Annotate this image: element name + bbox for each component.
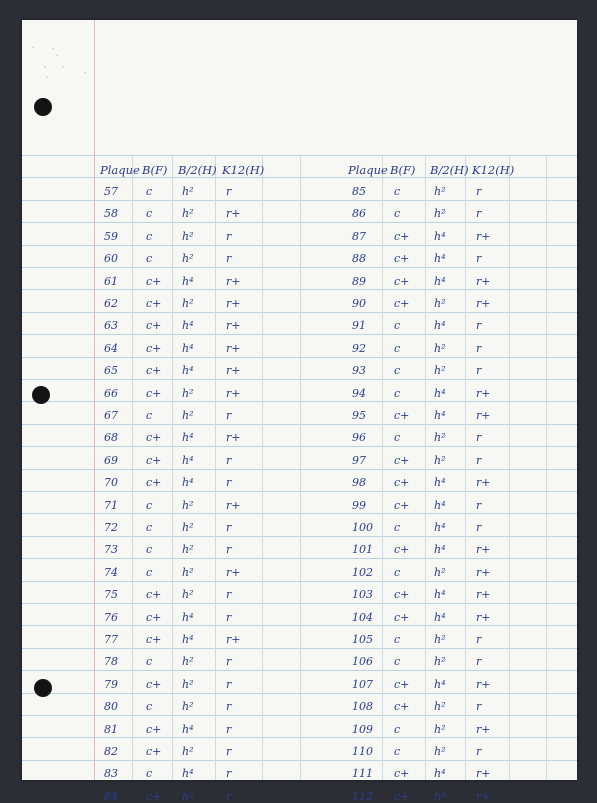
table-cell: c+ — [146, 588, 162, 601]
table-cell: r+ — [226, 207, 241, 220]
column-divider — [172, 155, 173, 780]
table-cell: r+ — [476, 476, 491, 489]
table-cell: r+ — [226, 364, 241, 377]
table-cell: 61 — [104, 275, 118, 288]
table-cell: h⁴ — [434, 476, 446, 489]
dust-speck — [44, 66, 46, 68]
table-cell: r — [226, 521, 232, 534]
table-cell: r+ — [476, 543, 491, 556]
column-header: B(F) — [390, 163, 416, 177]
table-cell: r — [226, 454, 232, 467]
table-cell: 87 — [352, 230, 366, 243]
table-cell: c+ — [394, 790, 410, 803]
dust-speck — [62, 66, 64, 68]
table-cell: c+ — [394, 588, 410, 601]
table-cell: h⁴ — [434, 767, 446, 780]
table-cell: r — [226, 588, 232, 601]
dust-speck — [46, 76, 48, 78]
table-cell: c+ — [394, 297, 410, 310]
table-cell: 71 — [104, 499, 118, 512]
table-cell: h⁴ — [182, 454, 194, 467]
table-cell: c+ — [146, 723, 162, 736]
column-header: K12(H) — [472, 163, 515, 177]
table-cell: h⁴ — [182, 611, 194, 624]
table-cell: h⁴ — [434, 275, 446, 288]
dust-speck — [84, 72, 86, 74]
table-cell: 64 — [104, 342, 118, 355]
table-cell: c+ — [146, 745, 162, 758]
table-cell: c+ — [146, 678, 162, 691]
table-cell: r+ — [476, 588, 491, 601]
table-cell: r — [226, 790, 232, 803]
table-cell: h² — [434, 566, 446, 579]
table-cell: h⁴ — [182, 319, 194, 332]
table-cell: r — [476, 431, 482, 444]
table-cell: c — [394, 521, 401, 534]
table-cell: h² — [182, 207, 194, 220]
table-cell: c+ — [394, 611, 410, 624]
table-cell: h² — [434, 655, 446, 668]
table-cell: h⁴ — [182, 723, 194, 736]
dust-speck — [32, 46, 34, 48]
table-cell: h⁴ — [434, 678, 446, 691]
table-cell: 105 — [352, 633, 373, 646]
table-cell: c — [394, 745, 401, 758]
table-cell: h⁴ — [434, 499, 446, 512]
table-cell: 70 — [104, 476, 118, 489]
table-cell: r — [476, 207, 482, 220]
table-cell: 79 — [104, 678, 118, 691]
table-cell: h² — [182, 499, 194, 512]
table-cell: r — [476, 252, 482, 265]
table-cell: c+ — [394, 499, 410, 512]
table-cell: 111 — [352, 767, 373, 780]
column-header: K12(H) — [222, 163, 265, 177]
table-cell: r+ — [226, 633, 241, 646]
table-cell: h⁴ — [434, 588, 446, 601]
table-cell: c — [146, 409, 153, 422]
table-cell: r+ — [226, 387, 241, 400]
table-cell: h² — [182, 252, 194, 265]
table-cell: c+ — [394, 230, 410, 243]
table-cell: h² — [434, 700, 446, 713]
table-cell: c — [146, 566, 153, 579]
table-cell: 57 — [104, 185, 118, 198]
binder-hole — [32, 386, 50, 404]
column-divider — [425, 155, 426, 780]
table-cell: r+ — [476, 275, 491, 288]
table-cell: c — [394, 207, 401, 220]
table-cell: c+ — [146, 611, 162, 624]
table-cell: r+ — [226, 342, 241, 355]
table-cell: 102 — [352, 566, 373, 579]
table-cell: r+ — [476, 387, 491, 400]
table-cell: h² — [434, 431, 446, 444]
table-cell: 96 — [352, 431, 366, 444]
table-cell: c+ — [146, 297, 162, 310]
table-cell: 94 — [352, 387, 366, 400]
table-cell: 89 — [352, 275, 366, 288]
table-cell: h⁴ — [434, 387, 446, 400]
table-cell: 59 — [104, 230, 118, 243]
table-cell: r — [476, 521, 482, 534]
table-cell: c+ — [394, 700, 410, 713]
table-cell: r — [226, 252, 232, 265]
table-cell: r — [476, 185, 482, 198]
table-cell: h⁴ — [434, 543, 446, 556]
table-cell: c — [394, 364, 401, 377]
table-cell: 85 — [352, 185, 366, 198]
table-cell: r — [226, 476, 232, 489]
table-cell: h² — [434, 207, 446, 220]
table-cell: r — [226, 745, 232, 758]
table-cell: r — [226, 767, 232, 780]
table-cell: h⁴ — [182, 476, 194, 489]
margin-line — [94, 20, 95, 780]
table-cell: r+ — [226, 566, 241, 579]
table-cell: 88 — [352, 252, 366, 265]
table-cell: r+ — [226, 275, 241, 288]
table-cell: h⁴ — [182, 275, 194, 288]
table-cell: 63 — [104, 319, 118, 332]
table-cell: c — [394, 655, 401, 668]
table-cell: 78 — [104, 655, 118, 668]
table-cell: r — [226, 678, 232, 691]
table-cell: 84 — [104, 790, 118, 803]
table-cell: 109 — [352, 723, 373, 736]
table-cell: c+ — [146, 342, 162, 355]
table-cell: r+ — [476, 611, 491, 624]
table-cell: h² — [182, 543, 194, 556]
table-cell: c — [394, 431, 401, 444]
table-cell: c — [146, 230, 153, 243]
column-header: Plaque — [348, 163, 388, 177]
table-cell: h⁴ — [182, 342, 194, 355]
table-cell: 112 — [352, 790, 373, 803]
table-cell: c+ — [146, 275, 162, 288]
table-cell: r — [226, 409, 232, 422]
table-cell: c+ — [394, 275, 410, 288]
column-divider — [509, 155, 510, 780]
table-cell: 98 — [352, 476, 366, 489]
table-cell: 101 — [352, 543, 373, 556]
table-cell: h⁴ — [182, 633, 194, 646]
column-divider — [465, 155, 466, 780]
table-cell: 83 — [104, 767, 118, 780]
table-cell: c+ — [394, 454, 410, 467]
column-divider — [132, 155, 133, 780]
table-cell: 66 — [104, 387, 118, 400]
column-header: B/2(H) — [178, 163, 217, 177]
table-cell: r — [226, 230, 232, 243]
table-cell: c+ — [146, 454, 162, 467]
table-cell: 60 — [104, 252, 118, 265]
table-cell: h⁴ — [434, 790, 446, 803]
table-cell: 80 — [104, 700, 118, 713]
table-cell: h⁴ — [434, 611, 446, 624]
table-cell: c+ — [394, 252, 410, 265]
table-cell: r+ — [476, 566, 491, 579]
table-cell: 75 — [104, 588, 118, 601]
table-cell: c — [146, 767, 153, 780]
table-cell: r+ — [476, 723, 491, 736]
table-cell: r+ — [226, 297, 241, 310]
table-cell: h⁴ — [434, 521, 446, 534]
table-cell: h² — [182, 387, 194, 400]
table-cell: 108 — [352, 700, 373, 713]
table-cell: c+ — [146, 387, 162, 400]
table-cell: r — [476, 454, 482, 467]
table-cell: h⁴ — [434, 409, 446, 422]
table-cell: 110 — [352, 745, 373, 758]
table-cell: h² — [182, 521, 194, 534]
table-cell: 72 — [104, 521, 118, 534]
table-cell: r — [476, 342, 482, 355]
column-divider — [382, 155, 383, 780]
table-cell: c+ — [146, 431, 162, 444]
table-cell: 69 — [104, 454, 118, 467]
table-cell: 76 — [104, 611, 118, 624]
table-cell: h² — [434, 185, 446, 198]
table-cell: r+ — [476, 790, 491, 803]
table-cell: c+ — [146, 364, 162, 377]
table-cell: h² — [434, 454, 446, 467]
binder-hole — [34, 98, 52, 116]
column-divider — [300, 155, 301, 780]
table-cell: r+ — [226, 499, 241, 512]
table-cell: 91 — [352, 319, 366, 332]
table-cell: r+ — [476, 767, 491, 780]
table-cell: 104 — [352, 611, 373, 624]
table-cell: h⁴ — [434, 230, 446, 243]
table-cell: r — [226, 185, 232, 198]
table-cell: h² — [182, 745, 194, 758]
table-cell: h² — [182, 185, 194, 198]
table-cell: 92 — [352, 342, 366, 355]
table-cell: r — [226, 611, 232, 624]
table-cell: c — [146, 543, 153, 556]
column-divider — [215, 155, 216, 780]
table-cell: h⁴ — [182, 767, 194, 780]
table-cell: r+ — [226, 431, 241, 444]
table-cell: 100 — [352, 521, 373, 534]
table-cell: h² — [182, 655, 194, 668]
table-cell: 67 — [104, 409, 118, 422]
table-cell: h⁴ — [434, 319, 446, 332]
table-cell: 58 — [104, 207, 118, 220]
column-header: B(F) — [142, 163, 168, 177]
table-cell: h² — [434, 633, 446, 646]
table-cell: c — [146, 655, 153, 668]
table-cell: 86 — [352, 207, 366, 220]
table-cell: h⁴ — [182, 364, 194, 377]
table-cell: h² — [182, 678, 194, 691]
table-cell: h² — [434, 342, 446, 355]
table-cell: 90 — [352, 297, 366, 310]
table-cell: c — [394, 566, 401, 579]
table-cell: r — [476, 364, 482, 377]
dust-speck — [52, 48, 54, 50]
table-cell: c — [394, 723, 401, 736]
table-cell: c+ — [146, 633, 162, 646]
table-cell: c — [146, 499, 153, 512]
table-cell: h² — [182, 790, 194, 803]
table-cell: c+ — [394, 678, 410, 691]
table-cell: h² — [182, 297, 194, 310]
table-cell: h² — [434, 745, 446, 758]
column-divider — [546, 155, 547, 780]
table-cell: h² — [182, 588, 194, 601]
column-divider — [262, 155, 263, 780]
table-cell: 81 — [104, 723, 118, 736]
table-cell: c — [146, 700, 153, 713]
table-cell: r — [226, 655, 232, 668]
table-cell: r — [476, 655, 482, 668]
table-cell: 97 — [352, 454, 366, 467]
table-cell: c — [146, 207, 153, 220]
table-cell: 77 — [104, 633, 118, 646]
table-cell: 73 — [104, 543, 118, 556]
table-cell: r — [476, 319, 482, 332]
table-cell: c — [394, 342, 401, 355]
table-cell: r — [226, 723, 232, 736]
table-cell: r+ — [476, 678, 491, 691]
table-cell: r — [226, 543, 232, 556]
table-cell: 68 — [104, 431, 118, 444]
table-cell: h² — [182, 566, 194, 579]
table-cell: h² — [434, 297, 446, 310]
table-cell: r+ — [476, 409, 491, 422]
table-cell: r+ — [476, 297, 491, 310]
table-cell: h⁴ — [434, 252, 446, 265]
table-cell: 65 — [104, 364, 118, 377]
table-cell: r+ — [226, 319, 241, 332]
table-cell: c+ — [394, 543, 410, 556]
table-cell: h² — [434, 364, 446, 377]
table-cell: r — [476, 633, 482, 646]
table-cell: r — [476, 499, 482, 512]
table-cell: c — [146, 252, 153, 265]
table-cell: 95 — [352, 409, 366, 422]
table-cell: c+ — [146, 319, 162, 332]
table-cell: 82 — [104, 745, 118, 758]
column-header: Plaque — [100, 163, 140, 177]
table-cell: c — [394, 633, 401, 646]
table-cell: c+ — [394, 476, 410, 489]
table-cell: h² — [434, 723, 446, 736]
binder-hole — [34, 679, 52, 697]
table-cell: r — [226, 700, 232, 713]
table-cell: c+ — [146, 476, 162, 489]
notebook-page — [22, 20, 577, 803]
table-cell: c+ — [394, 767, 410, 780]
table-cell: c — [394, 387, 401, 400]
dust-speck — [56, 54, 58, 56]
table-cell: h² — [182, 230, 194, 243]
column-header: B/2(H) — [430, 163, 469, 177]
table-cell: r — [476, 745, 482, 758]
table-cell: 93 — [352, 364, 366, 377]
table-cell: c — [146, 521, 153, 534]
table-cell: r — [476, 700, 482, 713]
table-cell: h² — [182, 409, 194, 422]
table-cell: r+ — [476, 230, 491, 243]
table-cell: c+ — [394, 409, 410, 422]
table-cell: 62 — [104, 297, 118, 310]
table-cell: 106 — [352, 655, 373, 668]
table-cell: c — [394, 319, 401, 332]
table-cell: 107 — [352, 678, 373, 691]
table-cell: 103 — [352, 588, 373, 601]
table-cell: 74 — [104, 566, 118, 579]
table-cell: c — [146, 185, 153, 198]
table-cell: 99 — [352, 499, 366, 512]
table-cell: c — [394, 185, 401, 198]
table-cell: h² — [182, 700, 194, 713]
table-cell: h⁴ — [182, 431, 194, 444]
table-cell: c+ — [146, 790, 162, 803]
